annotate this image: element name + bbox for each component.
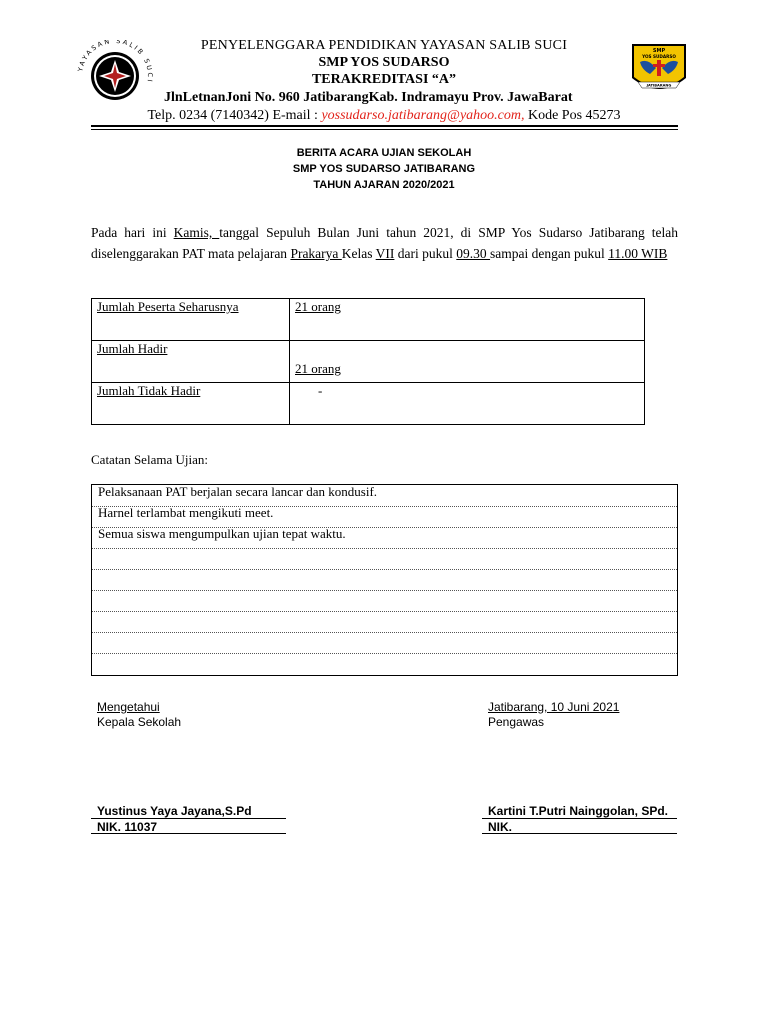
attendance-value: 21 orang [290, 299, 645, 341]
para-day: Kamis, [173, 225, 220, 240]
doc-title-line1: BERITA ACARA UJIAN SEKOLAH [296, 147, 472, 159]
attendance-value: - [290, 383, 645, 425]
para-text-2: tanggal Sepuluh Bulan Juni tahun 2021, di SMP Yos Sudarso Jatibarang telah diselenggarakan PAT mata pelajaran [91, 225, 679, 261]
list-item [92, 611, 677, 633]
list-item [92, 632, 677, 654]
letterhead-rule-thin [91, 129, 678, 130]
table-row [92, 383, 645, 425]
letterhead-rule-thick [91, 125, 678, 127]
letterhead-address: JlnLetnanJoni No. 960 JatibarangKab. Indramayu Prov. JawaBarat [164, 90, 573, 105]
table-row [92, 341, 645, 383]
attendance-label: Jumlah Peserta Seharusnya [92, 299, 290, 341]
contact-postal: Kode Pos 45273 [527, 108, 621, 123]
para-text-4: dari pukul [394, 246, 457, 261]
sig-right-nik: NIK. [488, 820, 512, 834]
list-item [92, 590, 677, 612]
doc-title-line2: SMP YOS SUDARSO JATIBARANG [292, 163, 476, 175]
exam-description [91, 222, 678, 264]
logo-right-name: YOS SUDARSO [642, 54, 676, 59]
sig-left-name: Yustinus Yaya Jayana,S.Pd [97, 804, 252, 818]
attendance-label: Jumlah Hadir [92, 341, 290, 383]
sig-right-line [482, 818, 677, 819]
letterhead-contact [0, 108, 768, 124]
logo-right-top: SMP [652, 48, 666, 54]
para-start-time: 09.30 [456, 246, 491, 261]
contact-phone: Telp. 0234 (7140342) E-mail : [147, 108, 318, 123]
notes-label: Catatan Selama Ujian: [91, 452, 208, 467]
sig-left-acknowledged: Mengetahui [97, 700, 160, 714]
sig-right-name: Kartini T.Putri Nainggolan, SPd. [488, 804, 669, 818]
attendance-label: Jumlah Tidak Hadir [92, 383, 290, 425]
sig-right-line-bottom [482, 833, 677, 834]
sig-left-role: Kepala Sekolah [97, 715, 182, 729]
letterhead-school-name: SMP YOS SUDARSO [318, 55, 450, 70]
sig-right-role: Pengawas [488, 715, 545, 729]
contact-email[interactable]: yossudarso.jatibarang@yahoo.com, [321, 108, 525, 123]
list-item: Semua siswa mengumpulkan ujian tepat waktu. [92, 527, 677, 549]
doc-title-line3: TAHUN AJARAN 2020/2021 [313, 179, 455, 191]
list-item [92, 569, 677, 591]
table-row [92, 299, 645, 341]
letterhead-accreditation: TERAKREDITASI “A” [311, 72, 457, 87]
sig-right-place-date: Jatibarang, 10 Juni 2021 [488, 700, 620, 714]
list-item: Pelaksanaan PAT berjalan secara lancar dan kondusif. [92, 485, 677, 507]
sig-left-line [91, 818, 286, 819]
list-item [92, 548, 677, 570]
notes-box [91, 484, 678, 676]
para-subject: Prakarya [290, 246, 342, 261]
logo-right-bottom: JATIBARANG [646, 83, 672, 88]
para-class: VII [375, 246, 395, 261]
para-text-5: sampai dengan pukul [490, 246, 609, 261]
list-item [92, 653, 677, 674]
para-text-1: Pada hari ini [91, 225, 174, 240]
para-end-time: 11.00 WIB [608, 246, 668, 261]
para-text-3: Kelas [341, 246, 376, 261]
sig-left-line-bottom [91, 833, 286, 834]
attendance-value: 21 orang [290, 341, 645, 383]
sig-left-nik: NIK. 11037 [97, 820, 158, 834]
list-item: Harnel terlambat mengikuti meet. [92, 506, 677, 528]
attendance-table [91, 298, 645, 425]
logo-left-text: YAYASAN SALIB SUCI [76, 40, 155, 85]
letterhead-foundation: PENYELENGGARA PENDIDIKAN YAYASAN SALIB SUCI [200, 38, 568, 53]
